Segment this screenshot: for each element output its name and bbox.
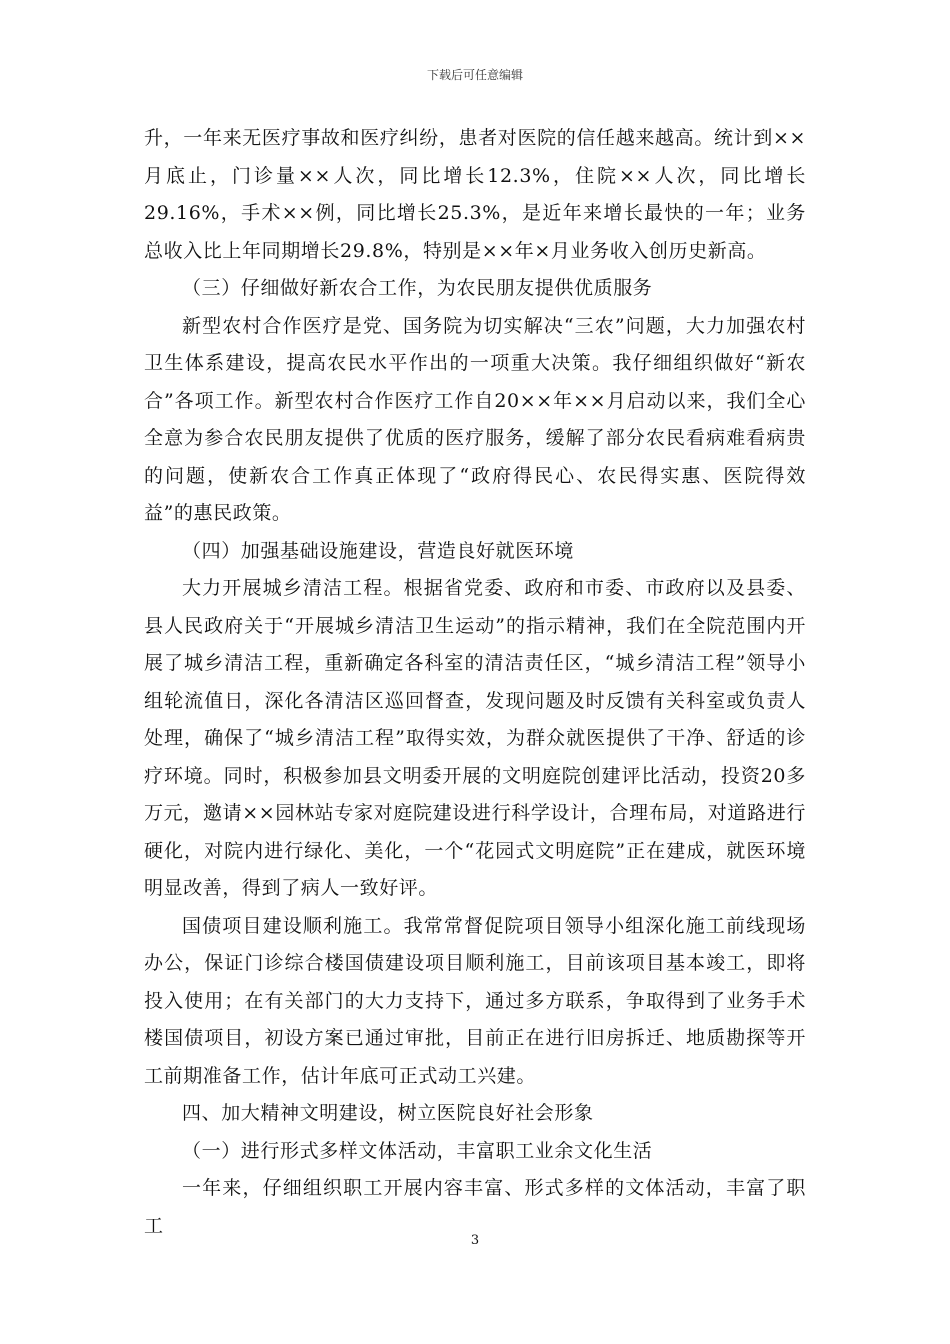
paragraph-urban-rural-cleaning: 大力开展城乡清洁工程。根据省党委、政府和市委、市政府以及县委、县人民政府关于“开展城乡清洁卫生运动”的指示精神，我们在全院范围内开展了城乡清洁工程，重新确定各科室的清洁责任区，“城乡清洁工程”领导小组轮流值日，深化各清洁区巡回督查，发现问题及时反馈有关科室或负责人处理，确保了“城乡清洁工程”取得实效，为群众就医提供了干净、舒适的诊疗环境。同时，积极参加县文明委开展的文明庭院创建评比活动，投资20多万元，邀请××园林站专家对庭院建设进行科学设计，合理布局，对道路进行硬化，对院内进行绿化、美化，一个“花园式文明庭院”正在建成，就医环境明显改善，得到了病人一致好评。 bbox=[144, 577, 806, 899]
heading-section-4: （四）加强基础设施建设，营造良好就医环境 bbox=[182, 539, 575, 562]
heading-section-3: （三）仔细做好新农合工作，为农民朋友提供优质服务 bbox=[182, 277, 653, 299]
paragraph-new-rural-cooperative: 新型农村合作医疗是党、国务院为切实解决“三农”问题，大力加强农村卫生体系建设，提高农民水平作出的一项重大决策。我仔细组织做好“新农合”各项工作。新型农村合作医疗工作自20××年××月启动以来，我们全心全意为参合农民朋友提供了优质的医疗服务，缓解了部分农民看病难看病贵的问题，使新农合工作真正体现了“政府得民心、农民得实惠、医院得效益”的惠民政策。 bbox=[144, 314, 806, 524]
paragraph-cultural-activities: 一年来，仔细组织职工开展内容丰富、形式多样的文体活动，丰富了职工 bbox=[144, 1177, 806, 1237]
paragraph-national-debt-project: 国债项目建设顺利施工。我常常督促院项目领导小组深化施工前线现场办公，保证门诊综合楼国债建设项目顺利施工，目前该项目基本竣工，即将投入使用；在有关部门的大力支持下，通过多方联系，争取得到了业务手术楼国债项目，初设方案已通过审批，目前正在进行旧房拆迁、地质勘探等开工前期准备工作，估计年底可正式动工兴建。 bbox=[144, 914, 806, 1087]
paragraph-statistics: 升，一年来无医疗事故和医疗纠纷，患者对医院的信任越来越高。统计到××月底止，门诊量××人次，同比增长12.3%，住院××人次，同比增长29.16%，手术××例，同比增长25.3%，是近年来增长最快的一年；业务总收入比上年同期增长29.8%，特别是××年×月业务收入创历史新高。 bbox=[144, 127, 806, 262]
heading-subsection-1: （一）进行形式多样文体活动，丰富职工业余文化生活 bbox=[182, 1139, 653, 1162]
heading-part-4: 四、加大精神文明建设，树立医院良好社会形象 bbox=[182, 1102, 594, 1124]
document-body bbox=[144, 120, 806, 1245]
page-number: 3 bbox=[470, 1233, 480, 1248]
page-header: 下载后可任意编辑 bbox=[426, 68, 523, 82]
